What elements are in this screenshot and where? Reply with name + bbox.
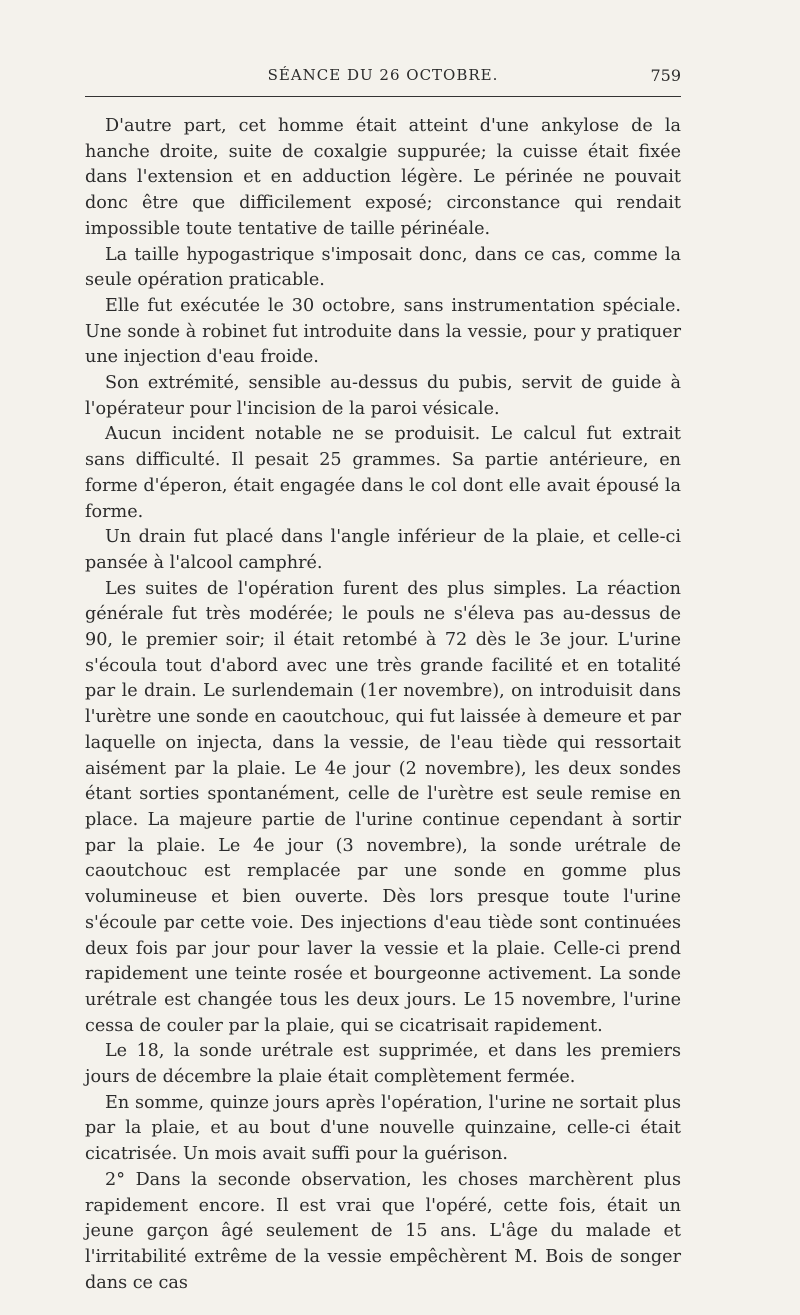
paragraph: La taille hypogastrique s'imposait donc, dans ce cas, comme la seule opération praticable.: [85, 244, 681, 291]
paragraph: D'autre part, cet homme était atteint d'une ankylose de la hanche droite, suite de coxalgie suppurée; la cuisse était fixée dans l'extension et en adduction légère. Le périnée ne pouvait donc être que difficilement exposé; circonstance qui rendait impossible toute tentative de taille périnéale.: [85, 116, 681, 239]
paragraph: Son extrémité, sensible au-dessus du pubis, servit de guide à l'opérateur pour l'incision de la paroi vésicale.: [85, 373, 681, 419]
paragraph: Les suites de l'opération furent des plus simples. La réaction générale fut très modérée; le pouls ne s'éleva pas au-dessus de 90, le premier soir; il était retombé à 72 dès le 3e jour. L'urine s'écoula tout d'abord avec une très grande facilité et en totalité par le drain. Le surlendemain (1er novembre), on introduisit dans l'urètre une sonde en caoutchouc, qui fut laissée à demeure et par laquelle on injecta, dans la vessie, de l'eau tiède qui ressortait aisément par la plaie. Le 4e jour (2 novembre), les deux sondes étant sorties spontanément, celle de l'urètre est seule remise en place. La majeure partie de l'urine continue cependant à sortir par la plaie. Le 4e jour (3 novembre), la sonde urétrale de caoutchouc est remplacée par une sonde en gomme plus volumineuse et bien ouverte. Dès lors presque toute l'urine s'écoule par cette voie. Des injections d'eau tiède sont continuées deux fois par jour pour laver la vessie et la plaie. Celle-ci prend rapidement une teinte rosée et bourgeonne activement. La sonde urétrale est changée tous les deux jours. Le 15 novembre, l'urine cessa de couler par la plaie, qui se cicatrisait rapidement.: [85, 578, 681, 1036]
running-head: SÉANCE DU 26 OCTOBRE.: [267, 66, 499, 84]
page-header: [85, 58, 681, 94]
body-text: [85, 114, 681, 1296]
page-number: 759: [650, 66, 681, 85]
paragraph: En somme, quinze jours après l'opération, l'urine ne sortait plus par la plaie, et au bout d'une nouvelle quinzaine, celle-ci était cicatrisée. Un mois avait suffi pour la guérison.: [85, 1092, 681, 1165]
paragraph: Elle fut exécutée le 30 octobre, sans instrumentation spéciale. Une sonde à robinet fut introduite dans la vessie, pour y pratiquer une injection d'eau froide.: [85, 295, 681, 368]
header-rule: [85, 96, 681, 97]
paragraph: Aucun incident notable ne se produisit. Le calcul fut extrait sans difficulté. Il pesait 25 grammes. Sa partie antérieure, en forme d'éperon, était engagée dans le col dont elle avait épousé la forme.: [85, 424, 681, 522]
paragraph: Un drain fut placé dans l'angle inférieur de la plaie, et celle-ci pansée à l'alcool camphré.: [85, 527, 681, 573]
paragraph: Le 18, la sonde urétrale est supprimée, et dans les premiers jours de décembre la plaie était complètement fermée.: [85, 1041, 681, 1088]
paragraph: 2° Dans la seconde observation, les choses marchèrent plus rapidement encore. Il est vrai que l'opéré, cette fois, était un jeune garçon âgé seulement de 15 ans. L'âge du malade et l'irritabilité extrême de la vessie empêchèrent M. Bois de songer dans ce cas: [85, 1169, 681, 1293]
